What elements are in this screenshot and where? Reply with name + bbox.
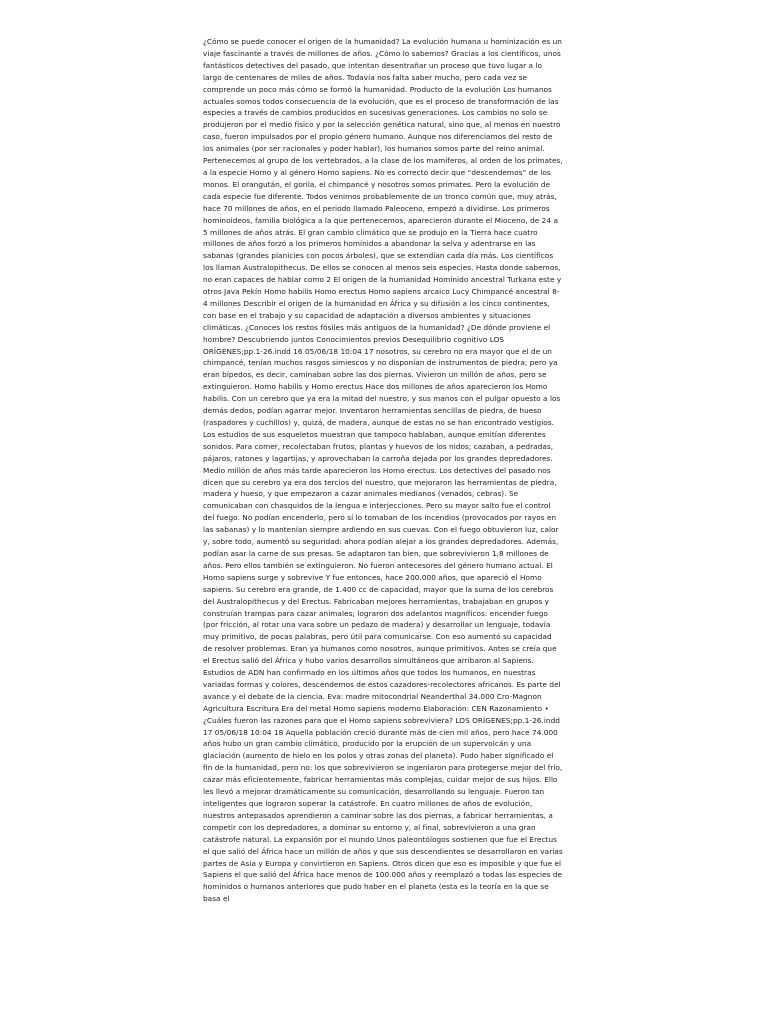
body-text: ¿Cómo se puede conocer el origen de la humanidad? La evolución humana u hominización es un viaje fascinante a través de millones de años. ¿Cómo lo sabemos? Gracias a los científicos, unos fantásticos detectives del pasado, que intentan desentrañar un proceso que tuvo lugar a lo largo de centenares de miles de años. Todavía nos falta saber mucho, pero cada vez se comprende un poco más cómo se formó la humanidad. Producto de la evolución Los humanos actuales somos todos consecuencia de la evolución, que es el proceso de transformación de las especies a través de cambios producidos en sucesivas generaciones. Los cambios no solo se produjeron por el medio físico y por la selección genética natural, sino que, al menos en nuestro caso, fueron impulsados por el propio género humano. Aunque nos diferenciamos del resto de los animales (por ser racionales y poder hablar), los humanos somos parte del reino animal. Pertenecemos al grupo de los vertebrados, a la clase de los mamíferos, al orden de los primates, a la especie Homo y al género Homo sapiens. No es correcto decir que “descendemos” de los monos. El orangután, el gorila, el chimpancé y nosotros somos primates. Pero la evolución de cada especie fue diferente. Todos venimos probablemente de un tronco común que, muy atrás, hace 70 millones de años, en el periodo llamado Paleoceno, empezó a dividirse. Los primeros hominoideos, familia biológica a la que pertenecemos, aparecieron durante el Mioceno, de 24 a 5 millones de años atrás. El gran cambio climático que se produjo en la Tierra hace cuatro millones de años forzó a los primeros homínidos a abandonar la selva y adentrarse en las sabanas (grandes planicies con pocos árboles), que se extendían cada día más. Los científicos los llaman Australopithecus. De ellos se conocen al menos seis especies. Hasta donde sabemos, no eran capaces de hablar como 2 El origen de la humanidad Homínido ancestral Turkana este y otros Java Pekín Homo habilis Homo erectus Homo sapiens arcaico Lucy Chimpancé ancestral 8-4 millones Describir el origen de la humanidad en África y su difusión a los cinco continentes, con base en el trabajo y su capacidad de adaptación a diversos ambientes y situaciones climáticas. ¿Conoces los restos fósiles más antiguos de la humanidad? ¿De dónde proviene el hombre? Descubriendo juntos Conocimientos previos Desequilibrio cognitivo LOS ORÍGENES;pp.1-26.indd 16 05/06/18 10:04 17 nosotros, su cerebro no era mayor que el de un chimpancé, tenían muchos rasgos simiescos y no disponían de instrumentos de piedra; pero ya eran bípedos, es decir, caminaban sobre las dos piernas. Vivieron un millón de años, pero se extinguieron. Homo habilis y Homo erectus Hace dos millones de años aparecieron los Homo habilis. Con un cerebro que ya era la mitad del nuestro, y sus manos con el pulgar opuesto a los demás dedos, podían agarrar mejor. Inventaron herramientas sencillas de piedra, de hueso (raspadores y cuchillos) y, quizá, de madera, aunque de estas no se han encontrado vestigios. Los estudios de sus esqueletos muestran que tampoco hablaban, aunque emitían diferentes sonidos. Para comer, recolectaban frutos, plantas y huevos de los nidos; cazaban, a pedradas, pájaros, ratones y lagartijas, y aprovechaban la carroña dejada por los grandes depredadores. Medio millón de años más tarde aparecieron los Homo erectus. Los detectives del pasado nos dicen que su cerebro ya era dos tercios del nuestro, que mejoraron las herramientas de piedra, madera y hueso, y que empezaron a cazar animales medianos (venados, cebras). Se comunicaban con chasquidos de la lengua e interjecciones. Pero su mayor salto fue el control del fuego. No podían encenderlo, pero sí lo tomaban de los incendios (provocados por rayos en las sabanas) y lo mantenían siempre ardiendo en sus cuevas. Con el fuego obtuvieron luz, calor y, sobre todo, aumentó su seguridad: ahora podían alejar a los grandes depredadores. Además, podían asar la carne de sus presas. Se adaptaron tan bien, que sobrevivieron 1,8 millones de años. Pero ellos también se extinguieron. No fueron antecesores del género humano actual. El Homo sapiens surge y sobrevive Y fue entonces, hace 200.000 años, que apareció el Homo sapiens. Su cerebro era grande, de 1.400 cc de capacidad, mayor que la suma de los cerebros del Australopithecus y del Erectus. Fabricaban mejores herramientas, trabajaban en grupos y construían trampas para cazar animales; lograron dos adelantos magníficos: encender fuego (por fricción, al rotar una vara sobre un pedazo de madera) y desarrollar un lenguaje, todavía muy primitivo, de pocas palabras, pero útil para comunicarse. Con eso aumentó su capacidad de resolver problemas. Eran ya humanos como nosotros, aunque primitivos. Antes se creía que el Erectus salió del África y hubo varios desarrollos simultáneos que arribaron al Sapiens. Estudios de ADN han confirmado en los últimos años que todos los humanos, en nuestras variadas formas y colores, descendemos de estos cazadores-recolectores africanos. Es parte del avance y el debate de la ciencia. Eva: madre mitocondrial Neanderthal 34.000 Cro-Magnon Agricultura Escritura Era del metal Homo sapiens moderno Elaboración: CEN Razonamiento • ¿Cuáles fueron las razones para que el Homo sapiens sobreviviera? LOS ORÍGENES;pp.1-26.indd 17 05/06/18 10:04 18 Aquella población creció durante más de cien mil años, pero hace 74.000 años hubo un gran cambio climático, producido por la erupción de un supervolcán y una glaciación (aumento de hielo en los polos y otras zonas del planeta). Pudo haber significado el fin de la humanidad, pero no: los que sobrevivieron se ingeniaron para protegerse mejor del frío, cazar más eficientemente, fabricar herramientas más complejas, cuidar mejor de sus hijos. Ello les llevó a mejorar dramáticamente su comunicación, desarrollando su lenguaje. Fueron tan inteligentes que lograron superar la catástrofe. En cuatro millones de años de evolución, nuestros antepasados aprendieron a caminar sobre las dos piernas, a fabricar herramientas, a competir con los depredadores, a dominar su entorno y, al final, sobrevivieron a una gran catástrofe natural. La expansión por el mundo Unos paleontólogos sostienen que fue el Erectus el que salió del África hace un millón de años y que sus descendientes se desarrollaron en varias partes de Asia y Europa y convirtieron en Sapiens. Otros dicen que eso es imposible y que fue el Sapiens el que salió del África hace menos de 100.000 años y reemplazó a todas las especies de homínidos o humanos anteriores que pudo haber en el planeta (esta es la teoría en la que se basa el [203, 37, 563, 904]
document-page [203, 36, 563, 905]
